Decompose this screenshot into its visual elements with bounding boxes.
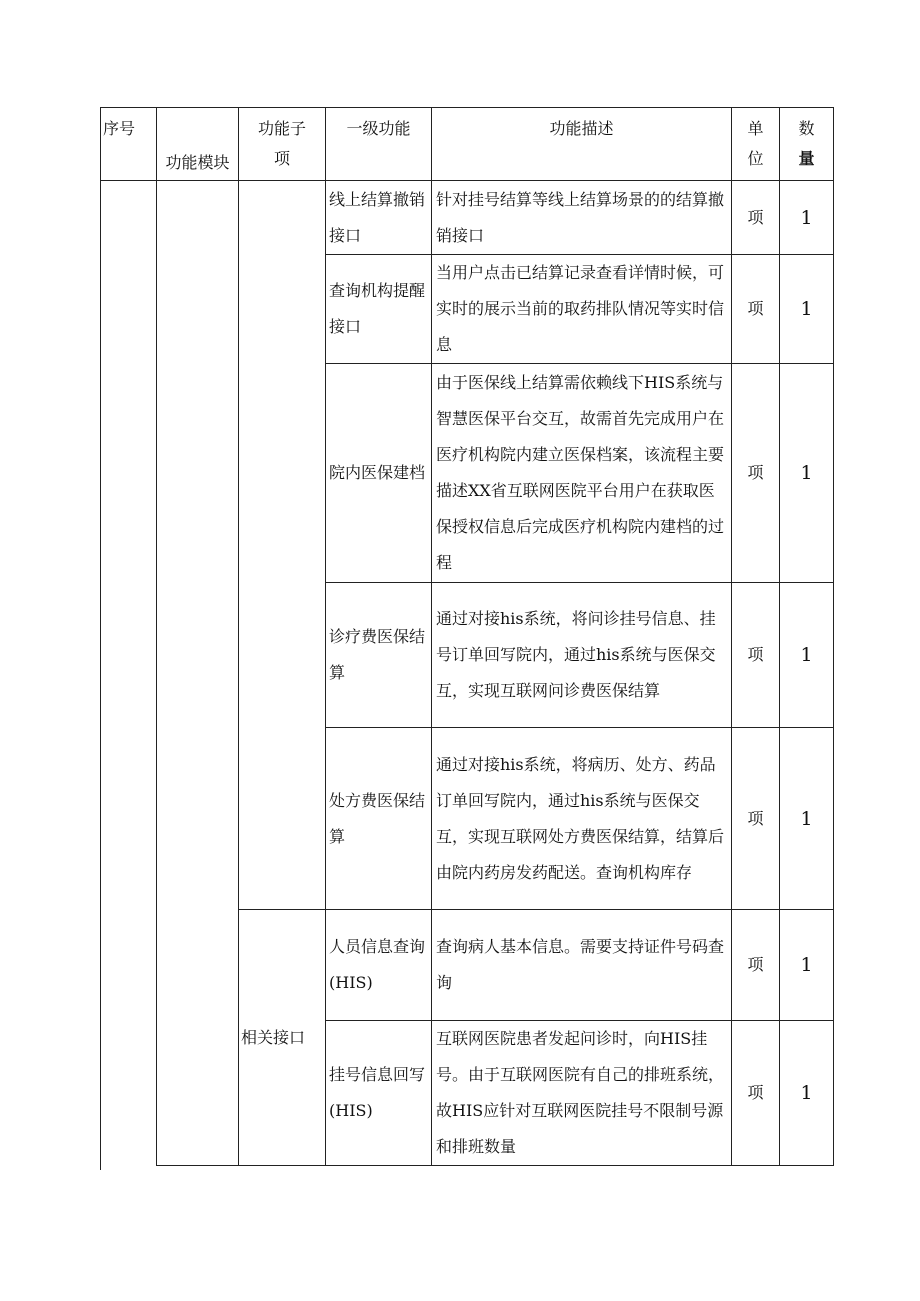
header-quantity bbox=[780, 108, 834, 181]
description-cell: 互联网医院患者发起问诊时，向HIS挂号。由于互联网医院有自己的排班系统，故HIS应针对互联网医院挂号不限制号源和排班数量 bbox=[432, 1021, 732, 1166]
header-unit-line1: 单 bbox=[747, 119, 764, 138]
first-level-cell: 线上结算撤销接口 bbox=[326, 181, 432, 255]
header-description: 功能描述 bbox=[432, 108, 732, 181]
quantity-cell: 1 bbox=[780, 728, 834, 910]
quantity-cell: 1 bbox=[780, 181, 834, 255]
quantity-cell: 1 bbox=[780, 364, 834, 583]
header-sub-item bbox=[239, 108, 326, 181]
description-cell: 当用户点击已结算记录查看详情时候，可实时的展示当前的取药排队情况等实时信息 bbox=[432, 255, 732, 364]
header-quantity-line2: 量 bbox=[798, 149, 815, 168]
first-level-cell: 处方费医保结算 bbox=[326, 728, 432, 910]
header-unit-line2: 位 bbox=[747, 149, 764, 168]
first-level-cell: 人员信息查询(HIS) bbox=[326, 910, 432, 1021]
unit-cell: 项 bbox=[732, 364, 780, 583]
first-level-cell: 查询机构提醒接口 bbox=[326, 255, 432, 364]
quantity-cell: 1 bbox=[780, 1021, 834, 1166]
description-cell: 通过对接his系统，将病历、处方、药品订单回写院内，通过his系统与医保交互，实现互联网处方费医保结算，结算后由院内药房发药配送。查询机构库存 bbox=[432, 728, 732, 910]
unit-cell: 项 bbox=[732, 910, 780, 1021]
module-cell bbox=[157, 181, 239, 1166]
description-cell: 由于医保线上结算需依赖线下HIS系统与智慧医保平台交互，故需首先完成用户在医疗机构院内建立医保档案，该流程主要描述XX省互联网医院平台用户在获取医保授权信息后完成医疗机构院内建档的过程 bbox=[432, 364, 732, 583]
first-level-cell: 院内医保建档 bbox=[326, 364, 432, 583]
header-seq: 序号 bbox=[101, 108, 157, 181]
sub-item-cell-empty bbox=[239, 181, 326, 910]
description-cell: 针对挂号结算等线上结算场景的的结算撤销接口 bbox=[432, 181, 732, 255]
header-sub-item-line2: 项 bbox=[273, 149, 290, 168]
header-unit bbox=[732, 108, 780, 181]
table-border-tail bbox=[100, 1164, 101, 1170]
table-row bbox=[101, 181, 834, 255]
quantity-cell: 1 bbox=[780, 255, 834, 364]
header-first-level: 一级功能 bbox=[326, 108, 432, 181]
unit-cell: 项 bbox=[732, 728, 780, 910]
unit-cell: 项 bbox=[732, 1021, 780, 1166]
first-level-cell: 诊疗费医保结算 bbox=[326, 583, 432, 728]
description-cell: 通过对接his系统，将问诊挂号信息、挂号订单回写院内，通过his系统与医保交互，实现互联网问诊费医保结算 bbox=[432, 583, 732, 728]
function-spec-table bbox=[100, 107, 834, 1166]
first-level-cell: 挂号信息回写(HIS) bbox=[326, 1021, 432, 1166]
header-module: 功能模块 bbox=[157, 108, 239, 181]
quantity-cell: 1 bbox=[780, 583, 834, 728]
header-sub-item-line1: 功能子 bbox=[257, 119, 306, 138]
seq-cell bbox=[101, 181, 157, 1166]
unit-cell: 项 bbox=[732, 181, 780, 255]
unit-cell: 项 bbox=[732, 255, 780, 364]
header-quantity-line1: 数 bbox=[798, 119, 815, 138]
table-header-row bbox=[101, 108, 834, 181]
unit-cell: 项 bbox=[732, 583, 780, 728]
sub-item-cell-interfaces: 相关接口 bbox=[239, 910, 326, 1166]
description-cell: 查询病人基本信息。需要支持证件号码查询 bbox=[432, 910, 732, 1021]
quantity-cell: 1 bbox=[780, 910, 834, 1021]
